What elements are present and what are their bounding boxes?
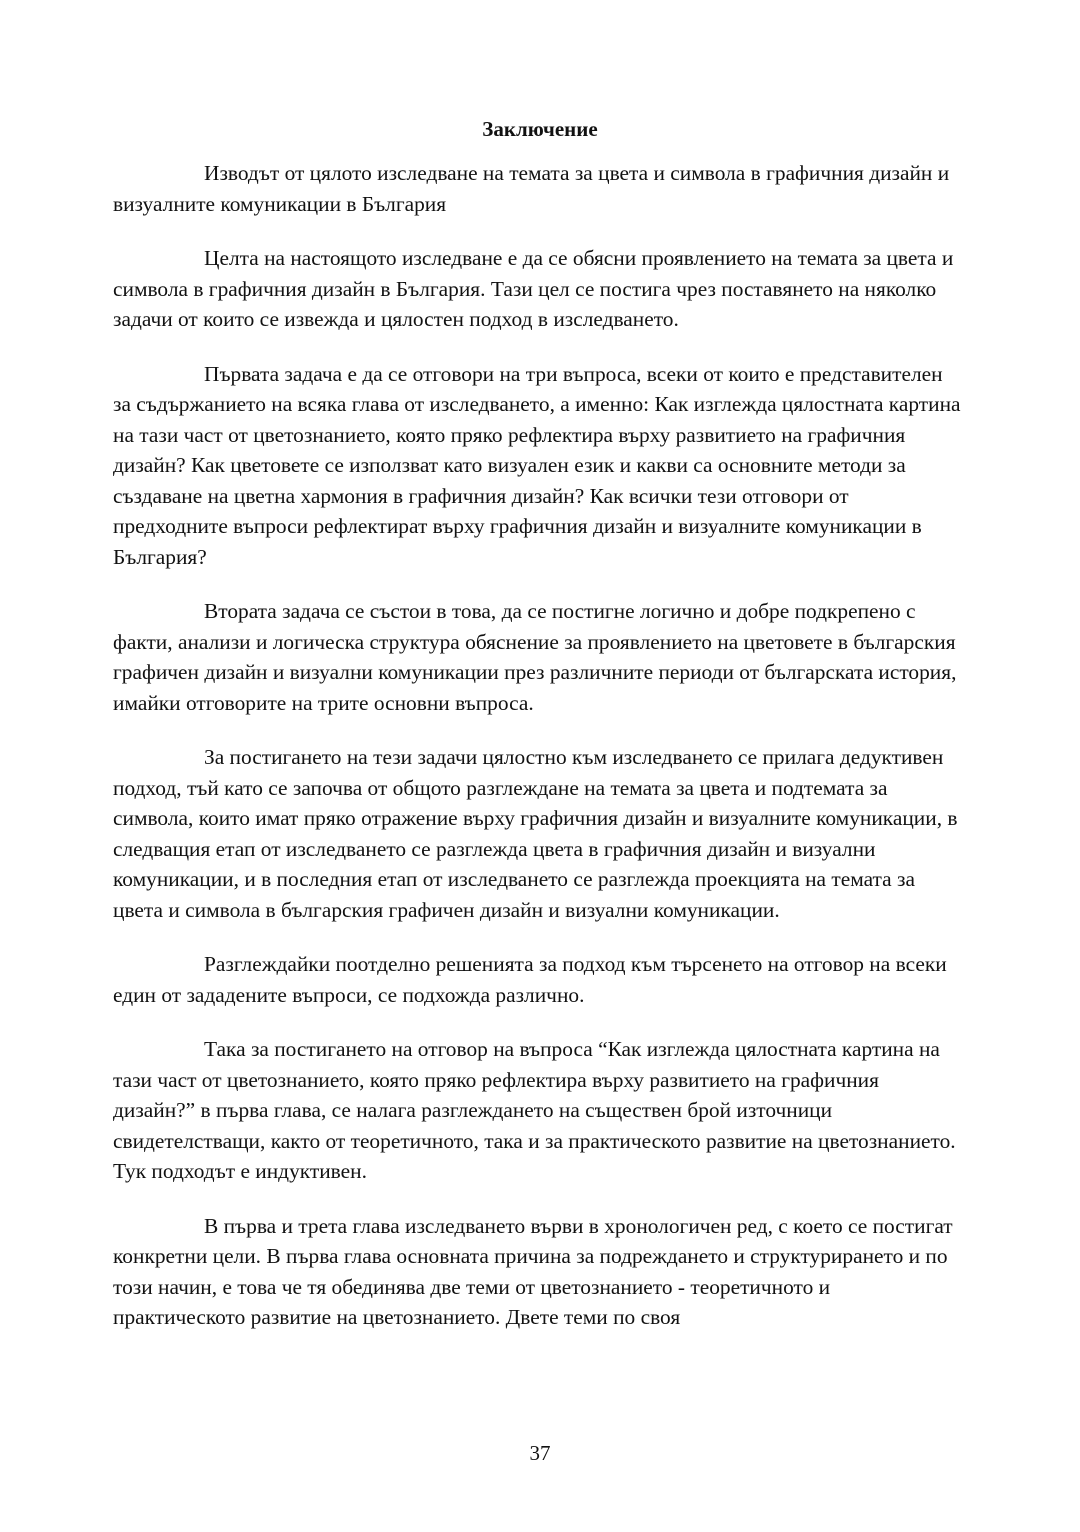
- body-text: [113, 158, 963, 1357]
- paragraph-conclusion-summary: Изводът от цялото изследване на темата за цвета и символа в графичния дизайн и визуалните комуникации в България: [113, 161, 950, 216]
- page-number: 37: [529, 1441, 551, 1465]
- paragraph-second-task: Втората задача се състои в това, да се постигне логично и добре подкрепено с факти, анализи и логическа структура обяснение за проявлението на цветовете в българския графичен дизайн и визуални комуникации през различните периоди от българската история, имайки отговорите на трите основни въпроса.: [113, 599, 957, 715]
- paragraph-first-task: Първата задача е да се отговори на три въпроса, всеки от които е представителен за съдържанието на всяка глава от изследването, а именно: Как изглежда цялостната картина на тази част от цветознанието, която пряко рефлектира върху развитието на графичния дизайн? Как цветовете се използват като визуален език и какви са основните методи за създаване на цветна хармония в графичния дизайн? Как всички тези отговори от предходните въпроси рефлектират върху графичния дизайн и визуалните комуникации в България?: [113, 361, 961, 569]
- paragraph-research-goal: Целта на настоящото изследване е да се обясни проявлението на темата за цвета и символа в графичния дизайн в България. Тази цел се постига чрез поставянето на няколко задачи от които се извежда и цялостен подход в изследването.: [113, 246, 954, 331]
- page-title: Заключение: [482, 117, 598, 141]
- paragraph-inductive-approach: Така за постигането на отговор на въпроса “Как изглежда цялостната картина на тази част от цветознанието, която пряко рефлектира върху развитието на графичния дизайн?” в първа глава, се налага разглеждането на съществен брой източници свидетелстващи, както от теоретичното, така и за практическото развитие на цветознанието. Тук подходът е индуктивен.: [113, 1037, 956, 1183]
- paragraph-deductive-approach: За постигането на тези задачи цялостно към изследването се прилага дедуктивен подход, тъй като се започва от общото разглеждане на темата за цвета и подтемата за символа, които имат пряко отражение върху графичния дизайн и визуалните комуникации, в следващия етап от изследването се разглежда цвета в графичния дизайн и визуални комуникации, и в последния етап от изследването се разглежда проекцията на темата за цвета и символа в българския графичен дизайн и визуални комуникации.: [113, 745, 958, 922]
- paragraph-separate-solutions: Разглеждайки поотделно решенията за подход към търсенето на отговор на всеки един от зададените въпроси, се подхожда различно.: [113, 952, 947, 1007]
- paragraph-chronological-order: В първа и трета глава изследването върви в хронологичен ред, с което се постигат конкретни цели. В първа глава основната причина за подреждането и структурирането и по този начин, е това че тя обединява две теми от цветознанието - теоретичното и практическото развитие на цветознанието. Двете теми по своя: [113, 1213, 953, 1329]
